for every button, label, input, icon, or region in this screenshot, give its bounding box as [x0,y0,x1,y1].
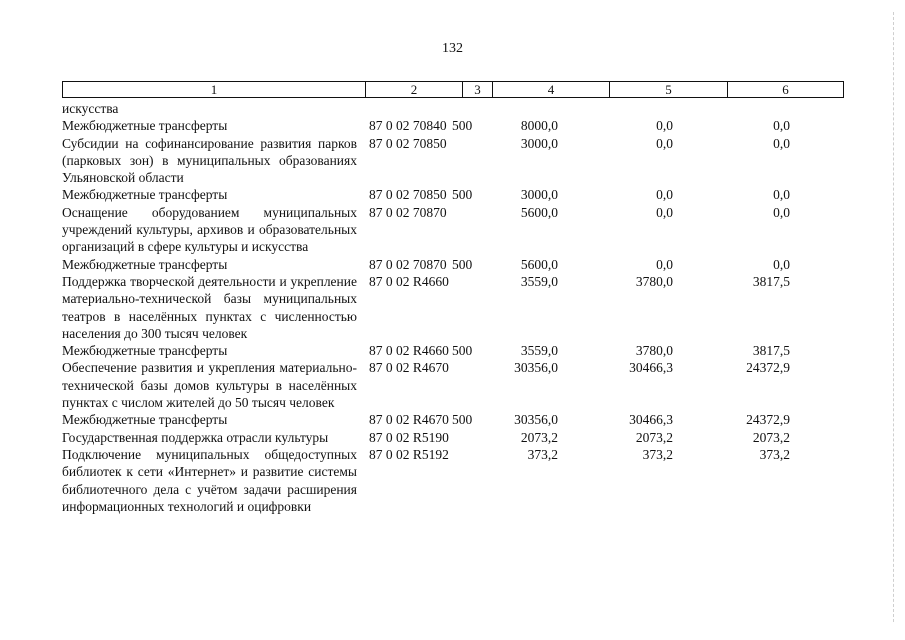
row-value-5: 0,0 [656,118,673,134]
row-code: 87 0 02 R5192 [369,446,449,462]
row-value-6: 0,0 [773,187,790,203]
row-value-6: 3817,5 [752,343,790,359]
row-value-5: 0,0 [656,256,673,272]
row-value-4: 30356,0 [514,360,558,376]
row-value-5: 30466,3 [629,412,673,428]
row-name: Поддержка творческой деятельности и укрепление материально-технической базы муниципальных театров в населённых пунктах с численностью населения до 300 тысяч человек [62,273,357,341]
row-value-4: 8000,0 [520,118,558,134]
row-value-4: 5600,0 [520,256,558,272]
row-value-4: 373,2 [527,446,558,462]
row-value-5: 0,0 [656,187,673,203]
table-header [62,81,844,98]
row-code: 87 0 02 R4660 [369,343,449,359]
row-value-4: 2073,2 [520,429,558,445]
table-row [62,135,843,187]
header-col-2: 2 [366,82,463,98]
page-margin-line [893,12,895,622]
row-code: 87 0 02 R4660 [369,273,449,289]
row-value-6: 24372,9 [746,412,790,428]
table-row [62,429,843,446]
header-col-6: 6 [728,82,844,98]
row-code: 87 0 02 R4670 [369,412,449,428]
row-value-5: 0,0 [656,135,673,151]
header-col-4: 4 [493,82,610,98]
table-row [62,117,843,134]
row-value-6: 3817,5 [752,273,790,289]
table-row [62,273,843,342]
table-row [62,100,843,117]
row-code: 87 0 02 70870 [369,256,447,272]
header-row [63,82,844,98]
row-code: 87 0 02 70850 [369,187,447,203]
header-col-5: 5 [610,82,728,98]
row-value-4: 3559,0 [520,343,558,359]
row-value-4: 3000,0 [520,187,558,203]
header-col-1: 1 [63,82,366,98]
row-value-4: 5600,0 [520,204,558,220]
row-value-5: 30466,3 [629,360,673,376]
row-value-6: 0,0 [773,118,790,134]
row-name: Субсидии на софинансирование развития парков (парковых зон) в муниципальных образованиях Ульяновской области [62,135,357,186]
row-name: Межбюджетные трансферты [62,118,228,134]
row-value-5: 3780,0 [635,343,673,359]
row-type: 500 [452,343,473,359]
header-col-3: 3 [463,82,493,98]
row-value-4: 30356,0 [514,412,558,428]
row-value-5: 373,2 [642,446,673,462]
row-name: Межбюджетные трансферты [62,256,228,272]
row-code: 87 0 02 70840 [369,118,447,134]
row-value-6: 0,0 [773,256,790,272]
row-name: Подключение муниципальных общедоступных библиотек к сети «Интернет» и развитие системы библиотечного дела с учётом задачи расширения информационных технологий и оцифровки [62,446,357,514]
row-value-6: 24372,9 [746,360,790,376]
table-row [62,186,843,203]
row-type: 500 [452,187,473,203]
row-value-6: 2073,2 [752,429,790,445]
table-body [62,100,843,515]
table-row [62,359,843,411]
row-type: 500 [452,412,473,428]
table-row [62,411,843,428]
page-number: 132 [442,41,463,56]
row-code: 87 0 02 R4670 [369,360,449,376]
row-value-6: 0,0 [773,204,790,220]
table-row [62,256,843,273]
table-row [62,204,843,256]
table-row [62,446,843,515]
table-row [62,342,843,359]
row-value-5: 3780,0 [635,273,673,289]
row-value-6: 373,2 [759,446,790,462]
row-type: 500 [452,256,473,272]
row-value-6: 0,0 [773,135,790,151]
row-name: Межбюджетные трансферты [62,412,228,428]
row-value-5: 0,0 [656,204,673,220]
row-value-4: 3000,0 [520,135,558,151]
row-name: Государственная поддержка отрасли культуры [62,429,329,445]
row-name: искусства [62,101,119,116]
row-value-4: 3559,0 [520,273,558,289]
row-code: 87 0 02 R5190 [369,429,449,445]
row-type: 500 [452,118,473,134]
row-name: Межбюджетные трансферты [62,343,228,359]
row-name: Межбюджетные трансферты [62,187,228,203]
row-code: 87 0 02 70870 [369,204,447,220]
row-value-5: 2073,2 [635,429,673,445]
row-code: 87 0 02 70850 [369,135,447,151]
row-name: Обеспечение развития и укрепления материально-технической базы домов культуры в населённых пунктах с числом жителей до 50 тысяч человек [62,360,357,411]
row-name: Оснащение оборудованием муниципальных учреждений культуры, архивов и образовательных организаций в сфере культуры и искусства [62,204,357,255]
